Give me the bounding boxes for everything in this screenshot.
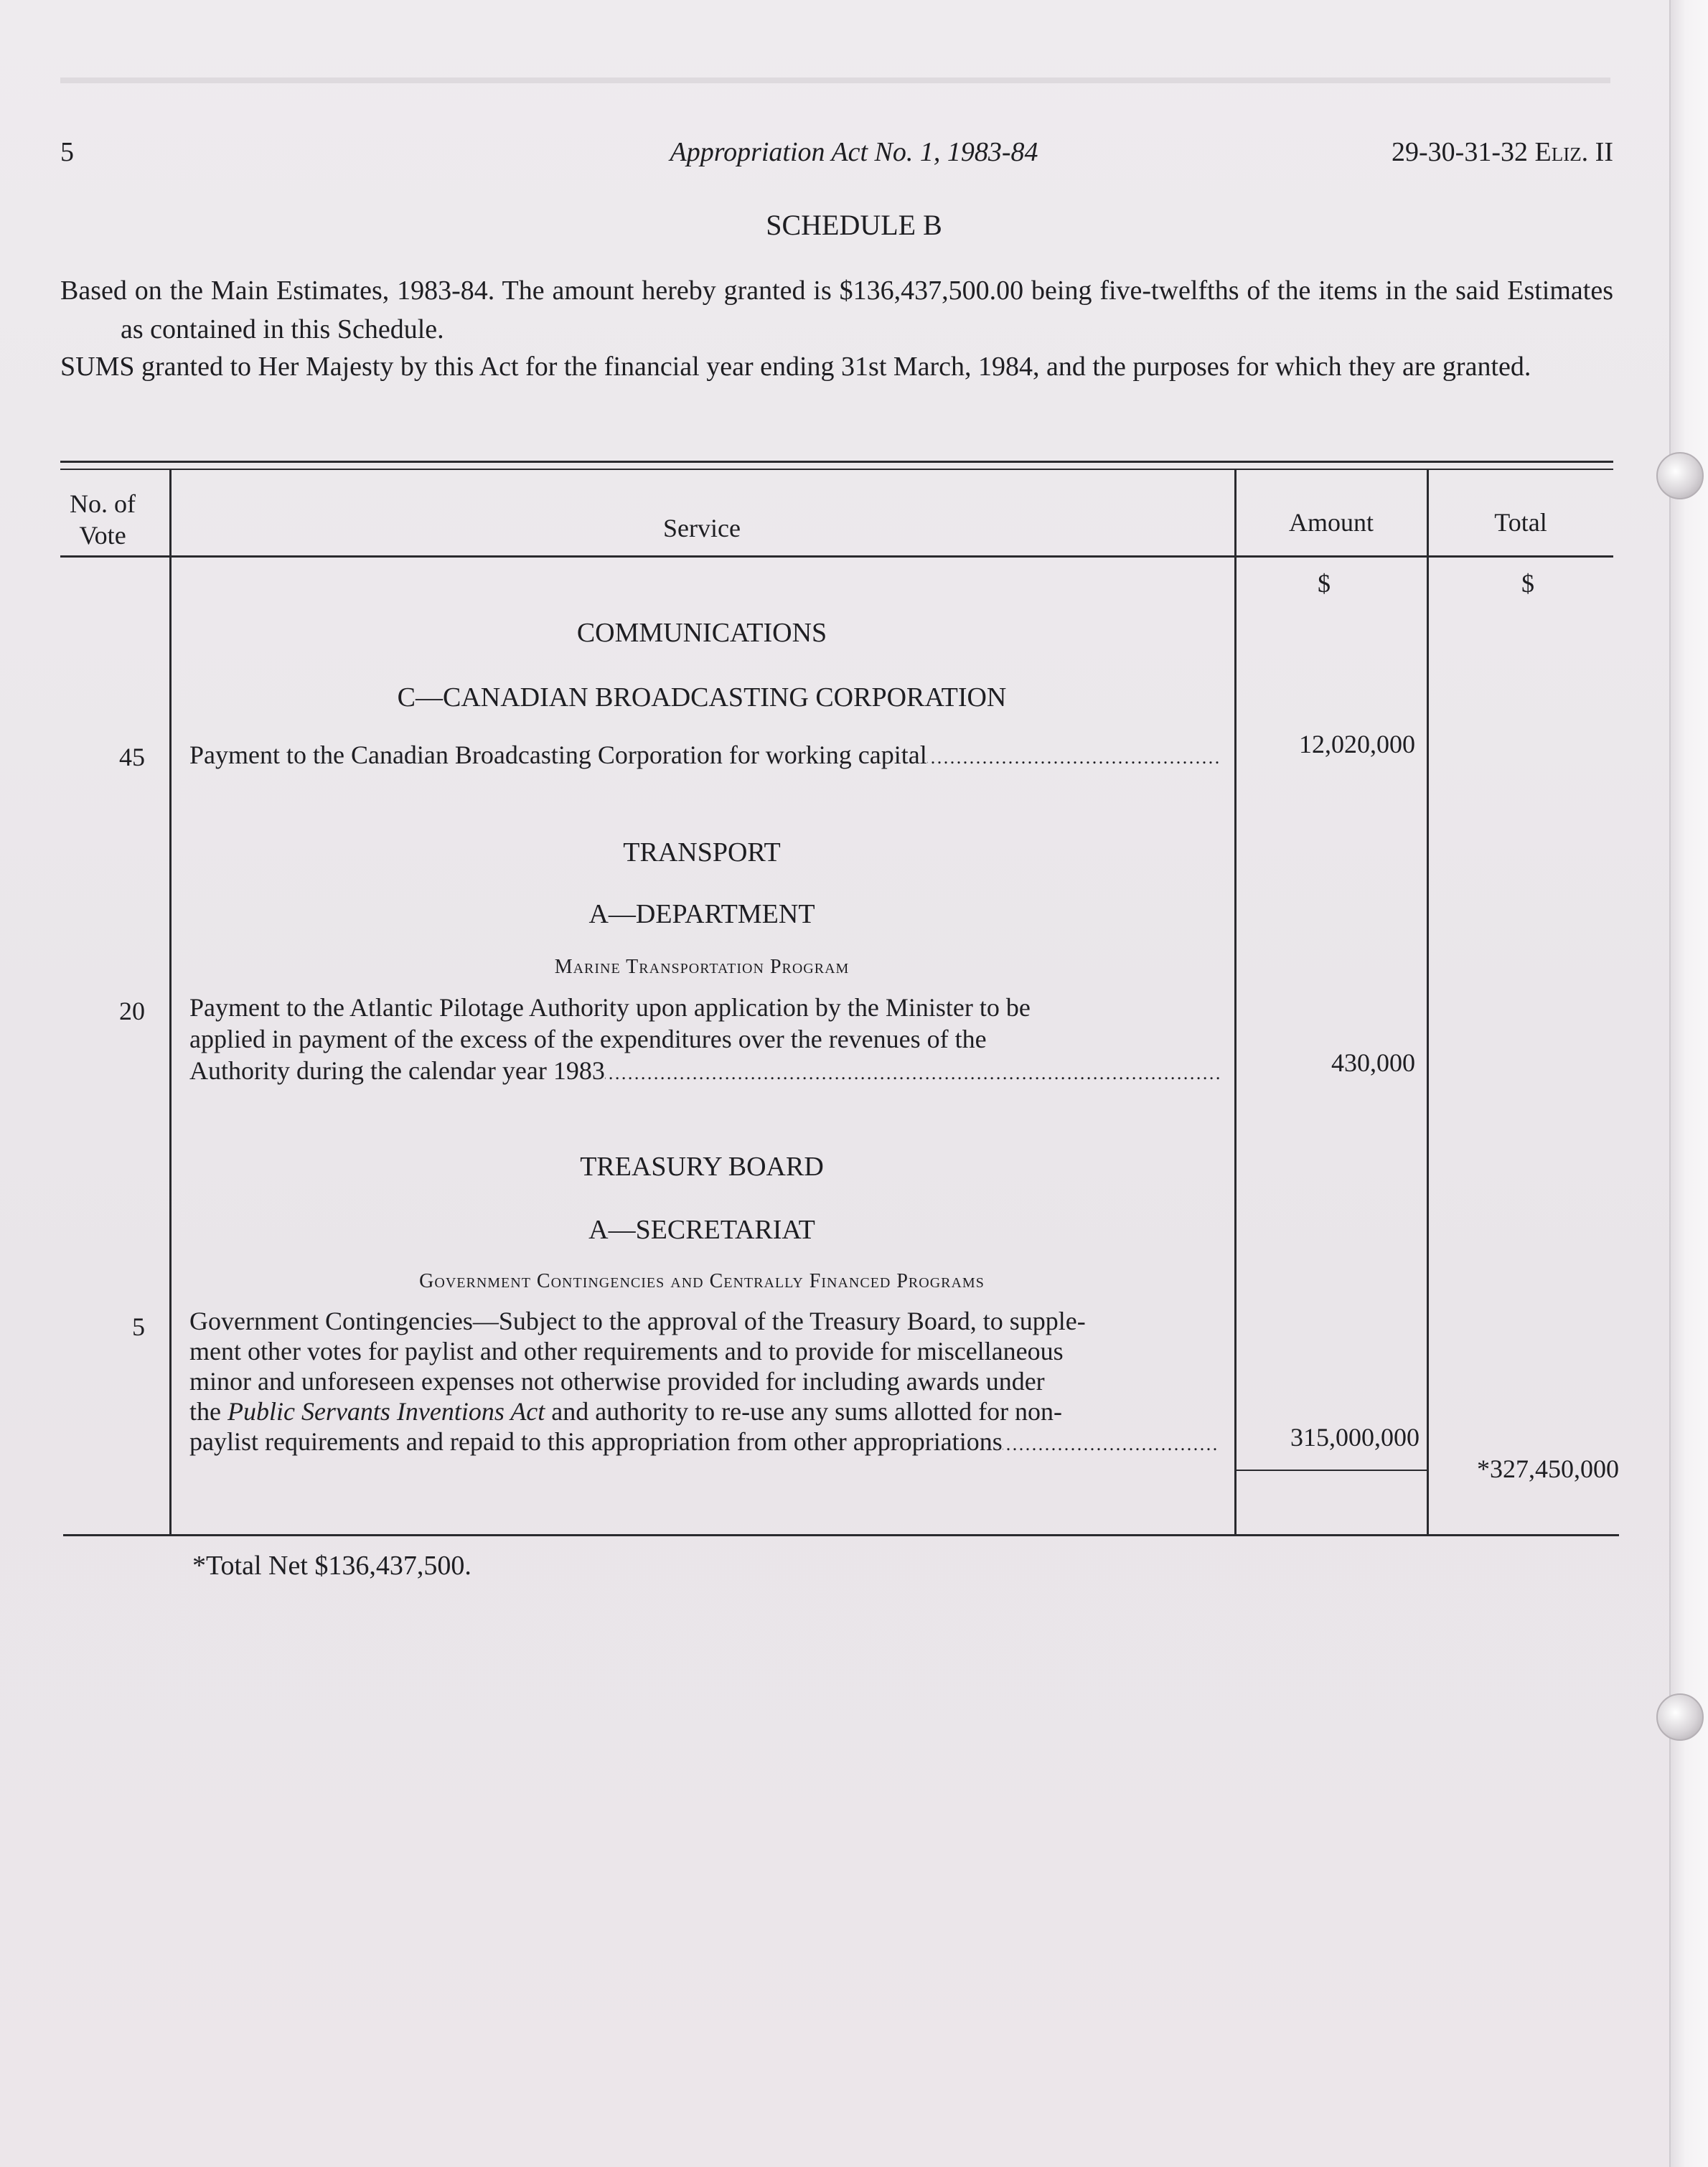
vote-text-line: applied in payment of the excess of the expenditures over the revenues of the [189, 1025, 987, 1053]
column-header-amount: Amount [1288, 508, 1374, 537]
schedule-title: SCHEDULE B [766, 209, 942, 241]
vote-amount: 12,020,000 [1299, 730, 1415, 758]
vote-text-line [189, 1396, 1220, 1426]
schedule-total: *327,450,000 [1477, 1454, 1619, 1483]
column-header-service: Service [663, 514, 741, 542]
department-heading: TREASURY BOARD [580, 1152, 824, 1182]
department-heading: TRANSPORT [623, 837, 781, 868]
binder-hole [1656, 1693, 1704, 1741]
vote-description [189, 1306, 1220, 1459]
vote-number: 20 [119, 997, 145, 1025]
table-top-rule [60, 461, 1613, 463]
bleed-through [60, 77, 1610, 83]
vote-text-line: paylist requirements and repaid to this appropriation from other appropriations [189, 1427, 1003, 1456]
vote-description [189, 992, 1220, 1089]
vote-text: Payment to the Canadian Broadcasting Corporation for working capital [189, 741, 927, 769]
footnote: *Total Net $136,437,500. [192, 1551, 471, 1581]
table-header-rule [60, 555, 1613, 558]
schedule-intro-amount: Based on the Main Estimates, 1983-84. The amount hereby granted is $136,437,500.00 being five-twelfths of the items in the said Estimates as contained in this Schedule. [60, 276, 1613, 344]
column-rule-service [1234, 469, 1237, 1536]
vote-text-line: ment other votes for paylist and other requirements and to provide for miscellaneous [189, 1337, 1064, 1365]
vote-description [189, 739, 1220, 774]
act-title: Public Servants Inventions Act [227, 1397, 545, 1426]
vote-text-line: Government Contingencies—Subject to the approval of the Treasury Board, to supple- [189, 1307, 1086, 1335]
vote-text-line: minor and unforeseen expenses not otherwise provided for including awards under [189, 1367, 1045, 1396]
table-top-rule-inner [60, 469, 1613, 470]
leader-dots [1003, 1426, 1220, 1459]
amount-currency: $ [1318, 569, 1331, 598]
vote-text-segment: the [189, 1397, 227, 1426]
total-currency: $ [1521, 569, 1534, 598]
program-heading: Government Contingencies and Centrally Financed Programs [419, 1270, 985, 1292]
leader-dots [927, 739, 1220, 774]
page-number: 5 [60, 137, 74, 167]
leader-dots [605, 1055, 1220, 1089]
page-edge [1669, 0, 1708, 2167]
running-title: Appropriation Act No. 1, 1983-84 [670, 137, 1038, 167]
agency-heading: A—DEPARTMENT [588, 899, 815, 929]
vote-text-line: Authority during the calendar year 1983 [189, 1056, 605, 1085]
vote-number: 5 [132, 1312, 145, 1341]
table-bottom-rule [63, 1534, 1619, 1536]
regnal-year: 29-30-31-32 Eliz. II [1392, 137, 1613, 167]
schedule-intro-purpose: SUMS granted to Her Majesty by this Act for the financial year ending 31st March, 1984, and the purposes for which they are granted. [60, 352, 1531, 382]
column-rule-amount [1427, 469, 1429, 1536]
agency-heading: C—CANADIAN BROADCASTING CORPORATION [397, 682, 1007, 713]
vote-text-line: Payment to the Atlantic Pilotage Authority upon application by the Minister to be [189, 993, 1031, 1022]
department-heading: COMMUNICATIONS [576, 618, 827, 648]
vote-number: 45 [119, 743, 145, 771]
agency-heading: A—SECRETARIAT [588, 1215, 815, 1245]
vote-text-segment: and authority to re-use any sums allotted for non- [545, 1397, 1063, 1426]
program-heading: Marine Transportation Program [554, 956, 850, 978]
vote-amount: 430,000 [1331, 1048, 1415, 1077]
column-header-total: Total [1494, 508, 1547, 537]
amount-subtotal-rule [1236, 1470, 1428, 1471]
vote-amount: 315,000,000 [1290, 1423, 1420, 1452]
binder-hole [1656, 452, 1704, 499]
column-header-vote: No. of Vote [70, 489, 136, 550]
